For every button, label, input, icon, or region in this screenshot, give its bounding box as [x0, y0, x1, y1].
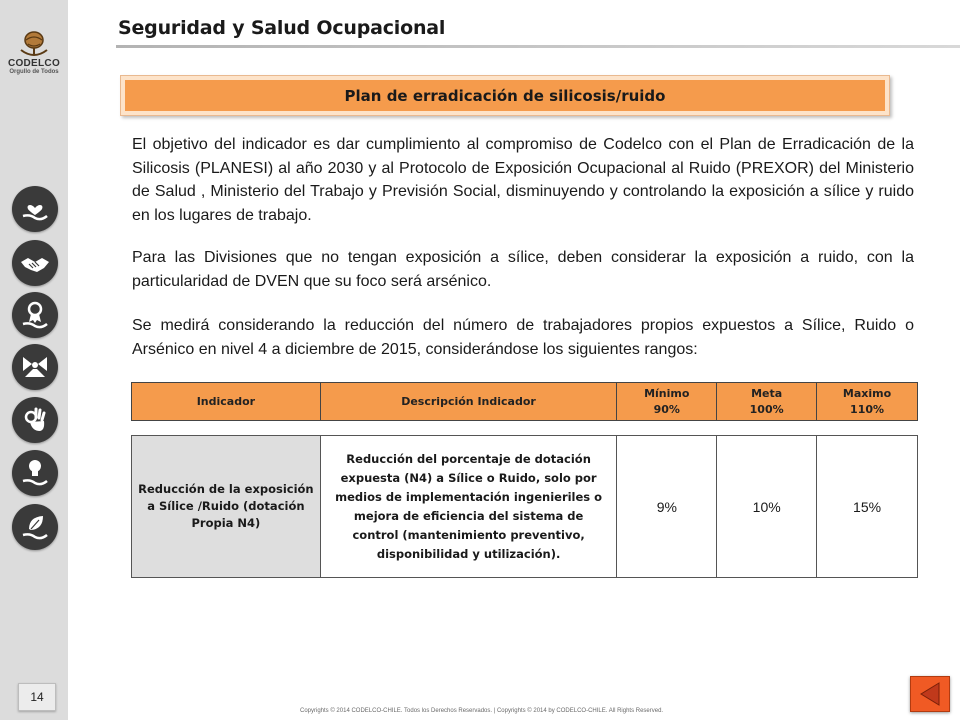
section-banner — [120, 75, 890, 116]
header-meta-label: Meta — [751, 386, 783, 400]
header-minimo-label: Mínimo — [644, 386, 690, 400]
objective-paragraph: El objetivo del indicador es dar cumplimiento al compromiso de Codelco con el Plan de Erradicación de la Silicosis (PLANESI) al año 2030 y al Protocolo de Exposición Ocupacional al Ruido (PREXOR) del Ministerio de Salud , Ministerio del Trabajo y Previsión Social, disminuyendo y controlando la exposición a sílice y ruido en los lugares de trabajo. — [132, 136, 914, 224]
header-minimo-pct: 90% — [653, 402, 680, 416]
lightbulb-in-hand-icon[interactable] — [12, 450, 58, 496]
header-meta-pct: 100% — [749, 402, 784, 416]
header-maximo-label: Maximo — [842, 386, 892, 400]
header-meta — [717, 383, 817, 421]
handshake-icon[interactable] — [12, 240, 58, 286]
shaking-hands-circle-icon[interactable] — [12, 344, 58, 390]
page-number: 14 — [18, 683, 56, 711]
indicator-table-header — [131, 382, 918, 421]
left-arrow-icon — [918, 681, 942, 707]
leaf-in-hand-icon[interactable] — [12, 504, 58, 550]
row-maximo: 15% — [817, 436, 918, 578]
divisions-paragraph: Para las Divisiones que no tengan exposición a sílice, deben considerar la exposición a ruido, con la particularidad de DVEN que su foco será arsénico. — [132, 249, 914, 290]
header-indicador: Indicador — [132, 383, 321, 421]
indicator-table-body — [131, 435, 918, 578]
left-sidebar — [0, 0, 68, 720]
codelco-logo — [4, 30, 64, 76]
row-indicador: Reducción de la exposición a Sílice /Ruido (dotación Propia N4) — [132, 436, 321, 578]
section-banner-title: Plan de erradicación de silicosis/ruido — [344, 86, 666, 105]
row-descripcion: Reducción del porcentaje de dotación expuesta (N4) a Sílice o Ruido, solo por medios de implementación ingenieriles o mejora de eficiencia del sistema de control (mantenimiento preventivo, disponibilidad y utilización). — [320, 436, 617, 578]
header-minimo — [617, 383, 717, 421]
ok-hand-gesture-icon[interactable] — [12, 397, 58, 443]
section-banner-fill — [125, 80, 885, 111]
back-button[interactable] — [910, 676, 950, 712]
row-meta: 10% — [717, 436, 817, 578]
header-maximo — [817, 383, 918, 421]
codelco-logo-icon — [17, 30, 51, 58]
row-minimo: 9% — [617, 436, 717, 578]
logo-brand-text: CODELCO — [7, 58, 61, 69]
header-descripcion: Descripción Indicador — [320, 383, 617, 421]
logo-tagline: Orgullo de Todos — [9, 69, 59, 75]
copyright-text: Copyrights © 2014 CODELCO-CHILE. Todos los Derechos Reservados. | Copyrights © 2014 by CODELCO-CHILE. All Rights Reserved. — [300, 708, 664, 714]
table-row — [132, 436, 918, 578]
title-divider — [116, 45, 960, 48]
table-header-row — [132, 383, 918, 421]
header-maximo-pct: 110% — [850, 402, 885, 416]
page-title: Seguridad y Salud Ocupacional — [118, 17, 446, 39]
award-ribbon-icon[interactable] — [12, 292, 58, 338]
measurement-paragraph: Se medirá considerando la reducción del número de trabajadores propios expuestos a Sílice, Ruido o Arsénico en nivel 4 a diciembre de 2015, considerándose los siguientes rangos: — [132, 317, 914, 358]
heart-in-hand-icon[interactable] — [12, 186, 58, 232]
